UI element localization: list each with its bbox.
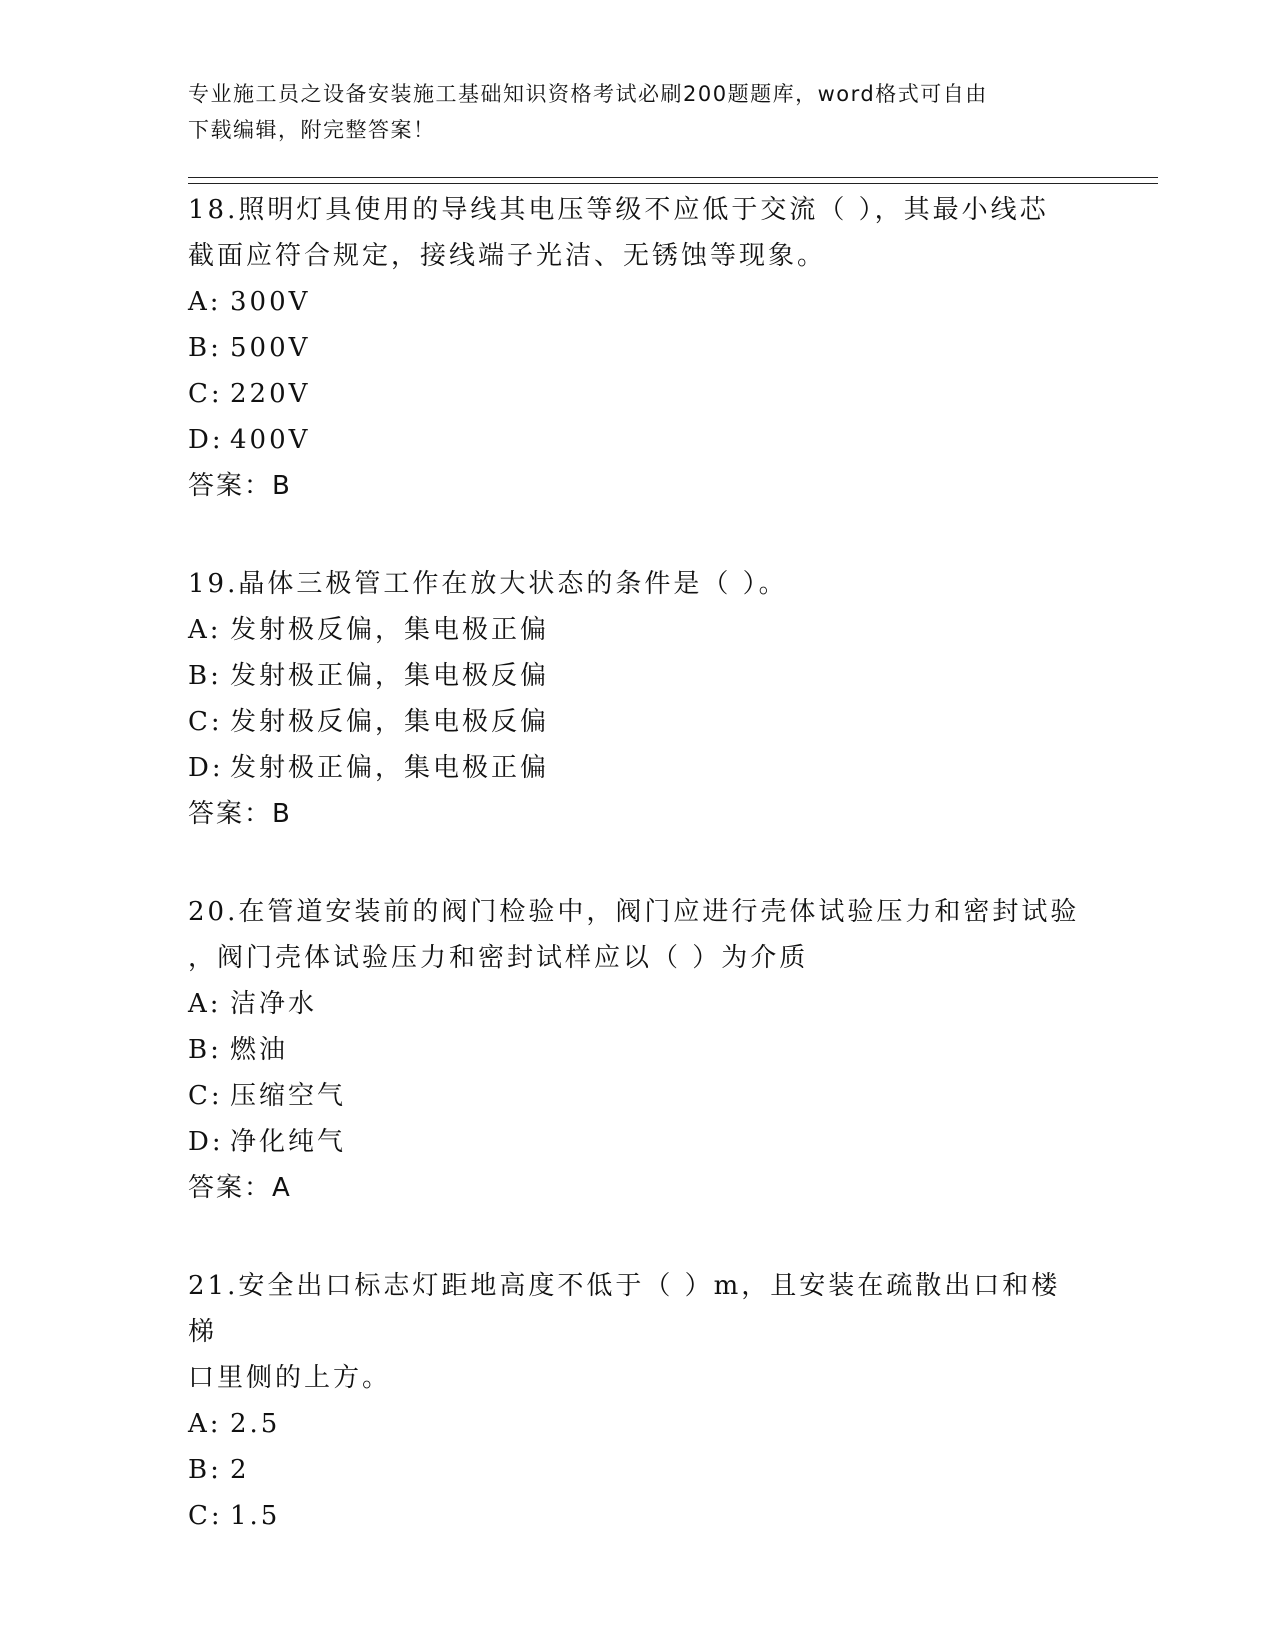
question-stem-line-2: 口里侧的上方。 [188,1363,392,1393]
header-divider-bottom [188,183,1158,184]
option-b [188,325,1088,371]
option-key: C: [188,707,223,737]
header-line-1: 专业施工员之设备安装施工基础知识资格考试必刷200题题库，word格式可自由 [188,82,988,106]
option-key: A: [188,1409,222,1439]
question-20 [188,889,1088,1211]
question-stem-line-1: 18.照明灯具使用的导线其电压等级不应低于交流（ ），其最小线芯 [188,195,1049,225]
option-key: A: [188,615,222,645]
option-b [188,1027,1088,1073]
option-key: D: [188,753,224,783]
question-stem-line-1: 19.晶体三极管工作在放大状态的条件是（ ）。 [188,569,788,599]
option-text: 400V [230,425,311,455]
option-text: 洁净水 [230,989,318,1019]
answer-label: 答案：B [188,471,292,501]
question-stem-line-1: 21.安全出口标志灯距地高度不低于（ ）m，且安装在疏散出口和楼梯 [188,1271,1061,1347]
option-key: B: [188,661,222,691]
option-c [188,1493,1088,1539]
option-key: C: [188,379,223,409]
option-text: 1.5 [230,1501,281,1531]
option-c [188,371,1088,417]
option-key: C: [188,1081,223,1111]
option-key: B: [188,1455,222,1485]
option-text: 发射极正偏，集电极正偏 [230,753,550,783]
option-key: D: [188,425,224,455]
option-text: 2 [230,1455,250,1485]
answer-label: 答案：B [188,799,292,829]
question-21 [188,1263,1088,1539]
option-key: A: [188,287,222,317]
document-header [188,76,1088,148]
option-text: 压缩空气 [230,1081,347,1111]
option-d [188,1119,1088,1165]
option-text: 300V [230,287,311,317]
option-key: B: [188,333,222,363]
question-18 [188,187,1088,509]
question-19 [188,561,1088,837]
option-a [188,1401,1088,1447]
option-text: 发射极正偏，集电极反偏 [230,661,550,691]
option-b [188,1447,1088,1493]
option-a [188,279,1088,325]
option-d [188,417,1088,463]
option-text: 发射极反偏，集电极反偏 [230,707,550,737]
option-key: A: [188,989,222,1019]
header-divider-top [188,177,1158,178]
option-text: 2.5 [230,1409,281,1439]
question-list [188,187,1088,1591]
option-text: 500V [230,333,311,363]
option-c [188,699,1088,745]
option-d [188,745,1088,791]
option-c [188,1073,1088,1119]
option-key: C: [188,1501,223,1531]
answer-label: 答案：A [188,1173,292,1203]
option-b [188,653,1088,699]
question-stem-line-2: ，阀门壳体试验压力和密封试样应以（ ）为介质 [188,943,809,973]
option-text: 净化纯气 [230,1127,347,1157]
question-stem-line-2: 截面应符合规定，接线端子光洁、无锈蚀等现象。 [188,241,827,271]
option-text: 燃油 [230,1035,289,1065]
option-text: 220V [230,379,311,409]
option-a [188,981,1088,1027]
question-stem-line-1: 20.在管道安装前的阀门检验中，阀门应进行壳体试验压力和密封试验 [188,897,1080,927]
option-a [188,607,1088,653]
option-key: D: [188,1127,224,1157]
option-text: 发射极反偏，集电极正偏 [230,615,550,645]
header-line-2: 下载编辑，附完整答案！ [188,118,436,142]
option-key: B: [188,1035,222,1065]
